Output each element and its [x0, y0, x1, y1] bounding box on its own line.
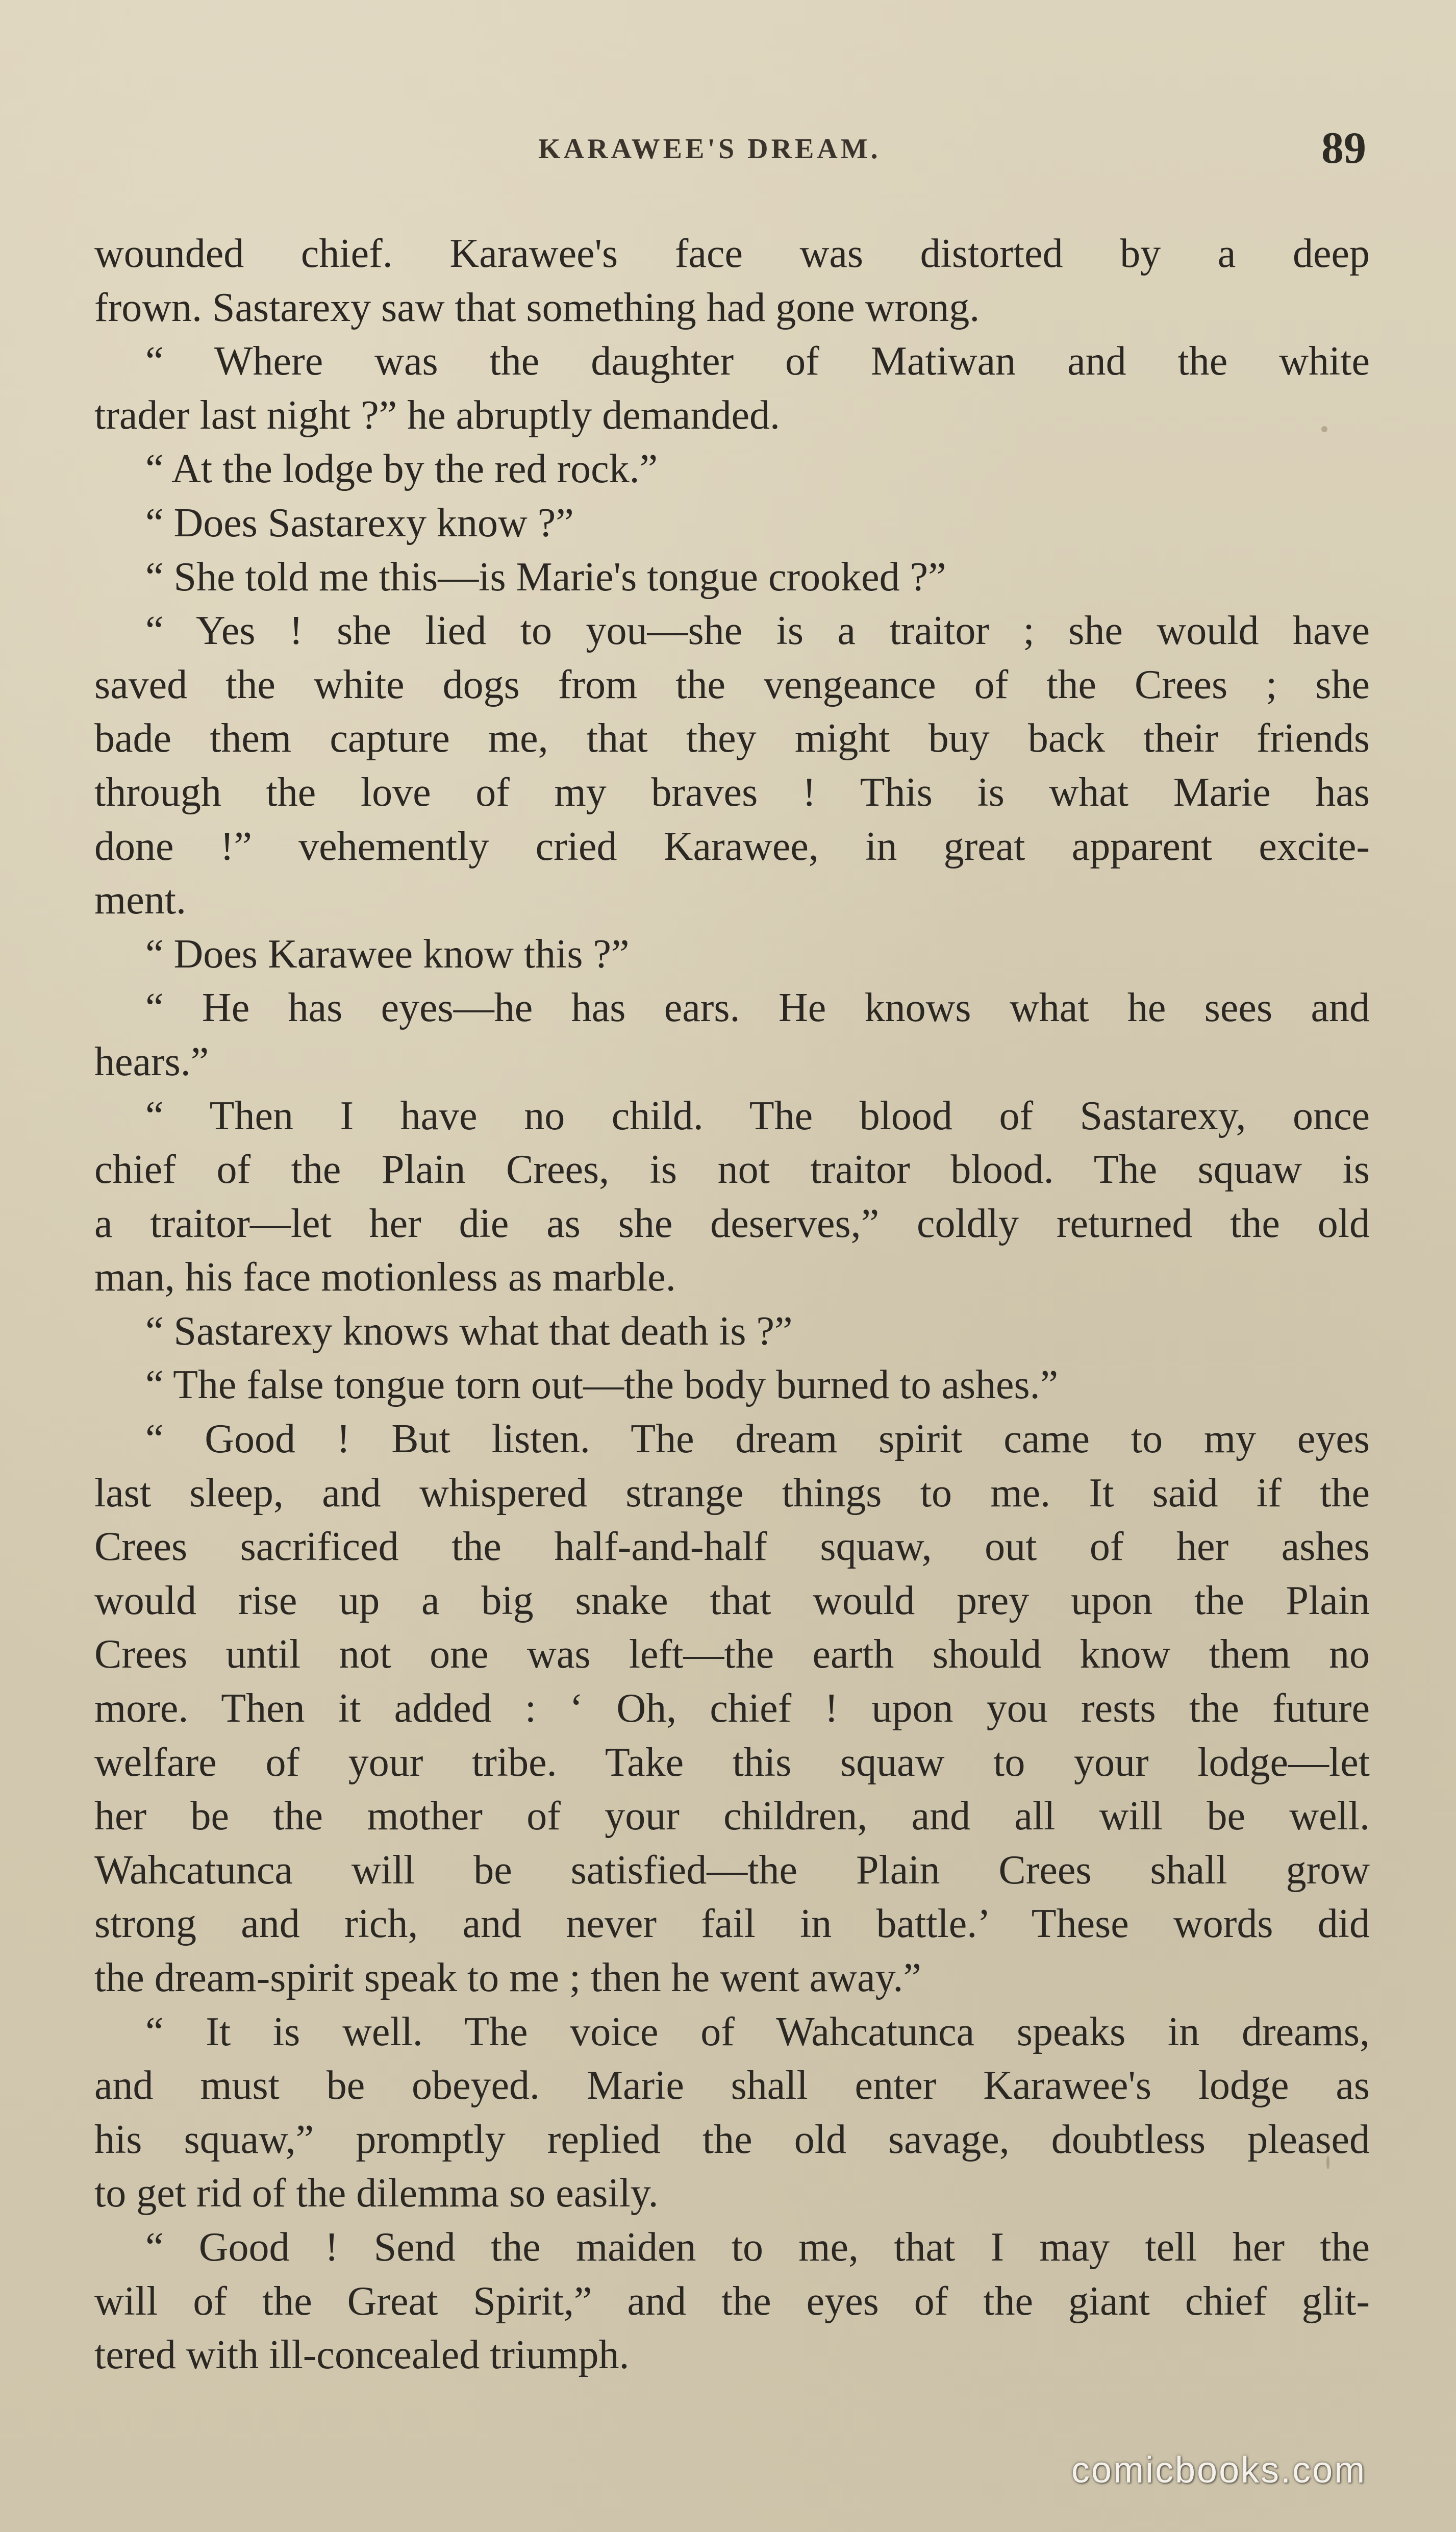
- paper-spot: [1326, 2156, 1329, 2169]
- text-line: trader last night ?” he abruptly demanded.: [94, 392, 780, 438]
- text-line: will of the Great Spirit,” and the eyes of the giant chief glit-: [94, 2278, 1370, 2324]
- body-text: [94, 227, 1370, 2382]
- text-line: “ Where was the daughter of Matiwan and the white: [145, 339, 1370, 384]
- running-head: [0, 122, 1456, 184]
- text-line: “ At the lodge by the red rock.”: [145, 446, 658, 492]
- text-line: “ It is well. The voice of Wahcatunca speaks in dreams,: [145, 2009, 1370, 2054]
- text-line: ment.: [94, 878, 186, 923]
- text-line: his squaw,” promptly replied the old savage, doubtless pleased: [94, 2117, 1370, 2162]
- text-line: “ Does Sastarexy know ?”: [145, 500, 574, 545]
- text-line: through the love of my braves ! This is what Marie has: [94, 769, 1370, 815]
- text-line: last sleep, and whispered strange things to me. It said if the: [94, 1470, 1370, 1516]
- text-line: to get rid of the dilemma so easily.: [94, 2171, 659, 2216]
- text-line: the dream-spirit speak to me ; then he went away.”: [94, 1955, 921, 2000]
- text-line: “ He has eyes—he has ears. He knows what he sees and: [145, 985, 1370, 1031]
- text-line: hears.”: [94, 1039, 209, 1084]
- text-line: bade them capture me, that they might buy back their friends: [94, 716, 1370, 761]
- watermark-text: comicbooks.com: [1071, 2450, 1367, 2491]
- text-line: Crees sacrificed the half-and-half squaw, out of her ashes: [94, 1524, 1370, 1570]
- text-line: “ Good ! But listen. The dream spirit came to my eyes: [145, 1417, 1370, 1462]
- page-header-title: KARAWEE'S DREAM.: [538, 133, 881, 165]
- text-line: a traitor—let her die as she deserves,” coldly returned the old: [94, 1201, 1370, 1246]
- text-line: would rise up a big snake that would prey upon the Plain: [94, 1578, 1370, 1623]
- text-line: frown. Sastarexy saw that something had gone wrong.: [94, 285, 980, 330]
- text-line: “ Good ! Send the maiden to me, that I may tell her the: [145, 2224, 1370, 2270]
- text-line: strong and rich, and never fail in battle.’ These words did: [94, 1901, 1370, 1947]
- text-line: “ Sastarexy knows what that death is ?”: [145, 1308, 793, 1354]
- text-line: her be the mother of your children, and all will be well.: [94, 1794, 1370, 1839]
- page-number: 89: [1321, 123, 1366, 173]
- text-line: “ Yes ! she lied to you—she is a traitor ; she would have: [145, 608, 1370, 654]
- paper-spot: [1321, 426, 1327, 432]
- text-line: done !” vehemently cried Karawee, in great apparent excite-: [94, 824, 1370, 869]
- text-line: tered with ill-concealed triumph.: [94, 2332, 630, 2378]
- text-line: “ The false tongue torn out—the body burned to ashes.”: [145, 1362, 1059, 1408]
- text-line: welfare of your tribe. Take this squaw to your lodge—let: [94, 1740, 1370, 1785]
- text-line: Crees until not one was left—the earth should know them no: [94, 1632, 1370, 1677]
- text-line: “ Does Karawee know this ?”: [145, 931, 630, 977]
- text-line: and must be obeyed. Marie shall enter Karawee's lodge as: [94, 2063, 1370, 2108]
- text-line: man, his face motionless as marble.: [94, 1255, 676, 1300]
- text-line: Wahcatunca will be satisfied—the Plain Crees shall grow: [94, 1847, 1370, 1893]
- text-line: wounded chief. Karawee's face was distorted by a deep: [94, 231, 1370, 276]
- text-line: more. Then it added : ‘ Oh, chief ! upon you rests the future: [94, 1686, 1370, 1731]
- text-line: “ Then I have no child. The blood of Sastarexy, once: [145, 1093, 1370, 1138]
- text-line: chief of the Plain Crees, is not traitor blood. The squaw is: [94, 1147, 1370, 1193]
- text-line: “ She told me this—is Marie's tongue crooked ?”: [145, 554, 946, 600]
- text-line: saved the white dogs from the vengeance of the Crees ; she: [94, 662, 1370, 707]
